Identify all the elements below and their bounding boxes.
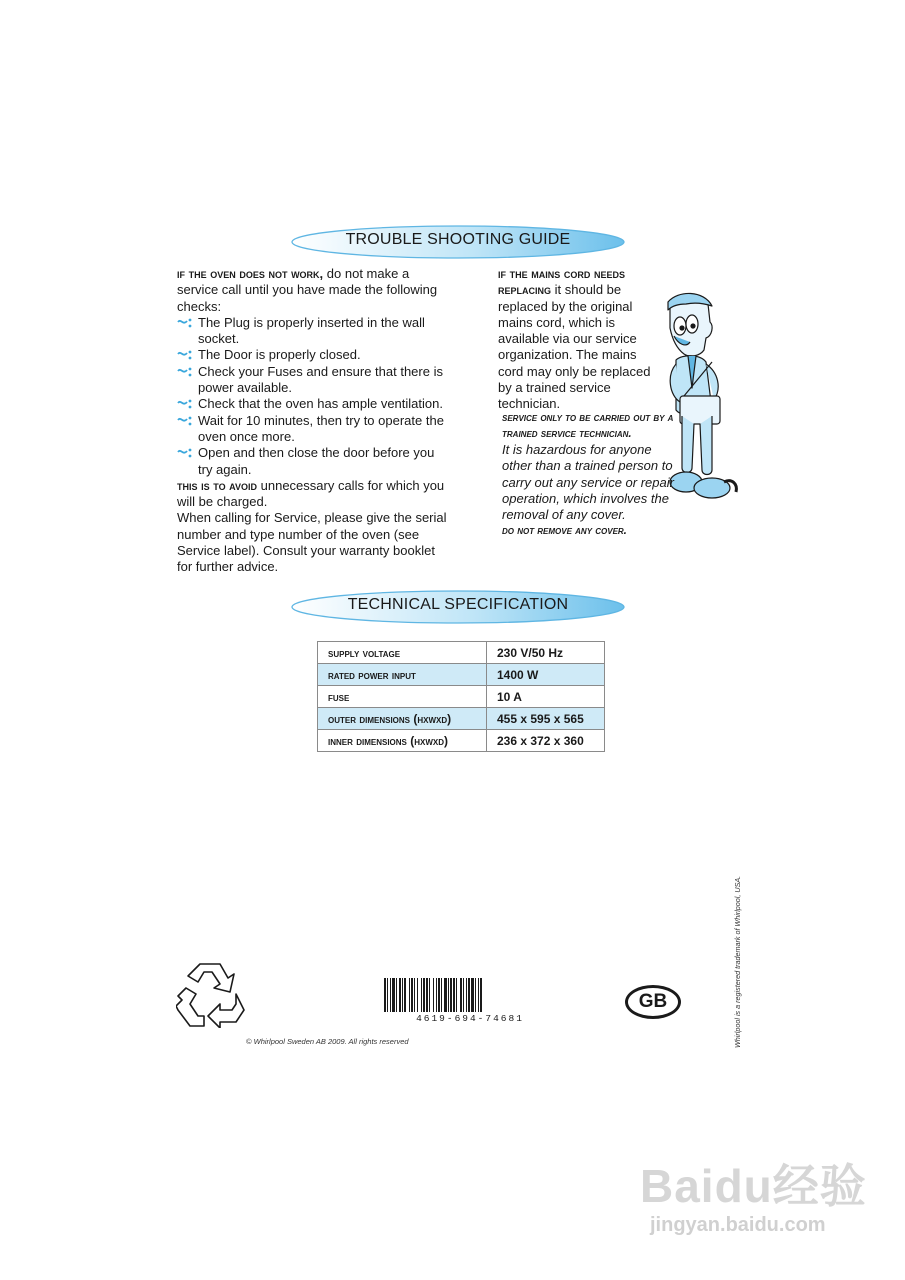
list-item (177, 364, 449, 397)
trouble-left-column (177, 266, 449, 576)
barcode-bar (480, 978, 482, 1012)
warning-caps-2: do not remove any cover. (502, 525, 627, 538)
barcode-bar (466, 978, 467, 1012)
check-text: The Plug is properly inserted in the wall socket. (198, 314, 425, 347)
barcode-bar (417, 978, 418, 1012)
barcode-bar (450, 978, 452, 1012)
barcode-bar (387, 978, 388, 1012)
warning-caps: service only to be carried out by a trained service technician. (502, 412, 674, 440)
table-row (318, 686, 605, 708)
barcode-bar (402, 978, 403, 1012)
check-text: Check your Fuses and ensure that there is power available. (198, 363, 443, 396)
spec-value: 455 x 595 x 565 (487, 708, 605, 730)
barcode-bar (423, 978, 425, 1012)
trouble-heading: TROUBLE SHOOTING GUIDE (345, 231, 571, 248)
trouble-heading-pill (290, 224, 626, 260)
mains-rest: it should be replaced by the original mains cord, which is available via our service organization. The mains cord may only be replaced by a trained service technician. (498, 282, 651, 412)
mains-paragraph (498, 266, 658, 413)
barcode-bar (384, 978, 386, 1012)
barcode-bar (426, 978, 428, 1012)
check-text: The Door is properly closed. (198, 347, 361, 363)
wave-bullet-icon (177, 446, 193, 460)
service-call-paragraph: When calling for Service, please give the serial number and type number of the oven (see Service label). Consult your warranty booklet for further advice. (177, 510, 447, 575)
avoid-rest: unnecessary calls for which you will be charged. (177, 477, 445, 510)
list-item (177, 445, 449, 478)
barcode-bar (453, 978, 455, 1012)
warning-text: It is hazardous for anyone other than a trained person to carry out any service or repair operation, which involves the removal of any cover. (502, 442, 674, 523)
barcode-bar (421, 978, 422, 1012)
spec-value: 236 x 372 x 360 (487, 730, 605, 752)
barcode-bar (468, 978, 470, 1012)
list-item (177, 315, 449, 348)
barcode-bar (475, 978, 476, 1012)
country-badge: GB (625, 985, 681, 1019)
spec-value: 1400 W (487, 664, 605, 686)
list-item (177, 396, 449, 412)
wave-bullet-icon (177, 397, 193, 411)
barcode-bar (471, 978, 474, 1012)
spec-heading: TECHNICAL SPECIFICATION (347, 596, 569, 613)
barcode-bar (438, 978, 440, 1012)
check-text: Open and then close the door before you try again. (198, 445, 435, 477)
barcode-bar (463, 978, 464, 1012)
list-item (177, 347, 449, 363)
copyright-notice: © Whirlpool Sweden AB 2009. All rights reserved (246, 1037, 409, 1046)
spec-key: rated power input (318, 664, 487, 686)
barcode-bar (411, 978, 413, 1012)
mains-caps: if the mains cord needs replacing (498, 266, 625, 298)
lead-paragraph (177, 266, 449, 315)
wave-bullet-icon (177, 316, 193, 330)
barcode-bar (396, 978, 397, 1012)
barcode-bar (409, 978, 410, 1012)
spec-table (317, 641, 605, 752)
barcode-bar (404, 978, 406, 1012)
barcode-bar (444, 978, 447, 1012)
spec-key: outer dimensions (hxwxd) (318, 708, 487, 730)
barcode-bar (478, 978, 479, 1012)
spec-value: 230 V/50 Hz (487, 642, 605, 664)
spec-key: fuse (318, 686, 487, 708)
barcode (384, 978, 556, 1012)
check-text: Wait for 10 minutes, then try to operate the oven once more. (198, 412, 444, 444)
list-item (177, 413, 449, 446)
barcode-bar (390, 978, 391, 1012)
barcode-bar (436, 978, 437, 1012)
spec-heading-pill (290, 589, 626, 625)
check-list (177, 315, 449, 478)
spec-value: 10 A (487, 686, 605, 708)
barcode-bar (460, 978, 462, 1012)
barcode-bar (429, 978, 430, 1012)
avoid-paragraph (177, 478, 449, 511)
spec-key: inner dimensions (hxwxd) (318, 730, 487, 752)
table-row (318, 708, 605, 730)
lead-rest: do not make a service call until you have made the following checks: (177, 266, 438, 314)
watermark-brand: Baidu经验 (640, 1160, 867, 1212)
watermark-url: jingyan.baidu.com (650, 1214, 826, 1236)
barcode-bar (456, 978, 457, 1012)
table-row (318, 730, 605, 752)
check-text: Check that the oven has ample ventilation. (198, 396, 443, 412)
trademark-notice: Whirlpool is a registered trademark of Whirlpool, USA. (733, 875, 742, 1048)
wave-bullet-icon (177, 365, 193, 379)
recycle-icon (176, 960, 246, 1028)
wave-bullet-icon (177, 414, 193, 428)
table-row (318, 642, 605, 664)
barcode-bar (399, 978, 401, 1012)
service-warning (502, 410, 682, 540)
barcode-bar (448, 978, 449, 1012)
lead-caps: if the oven does not work, (177, 266, 324, 281)
table-row (318, 664, 605, 686)
wave-bullet-icon (177, 348, 193, 362)
barcode-bar (392, 978, 395, 1012)
barcode-bar (441, 978, 442, 1012)
barcode-number: 4619-694-74681 (416, 1013, 524, 1024)
barcode-bar (433, 978, 434, 1012)
avoid-caps: this is to avoid (177, 477, 258, 493)
spec-key: supply voltage (318, 642, 487, 664)
barcode-bar (414, 978, 415, 1012)
